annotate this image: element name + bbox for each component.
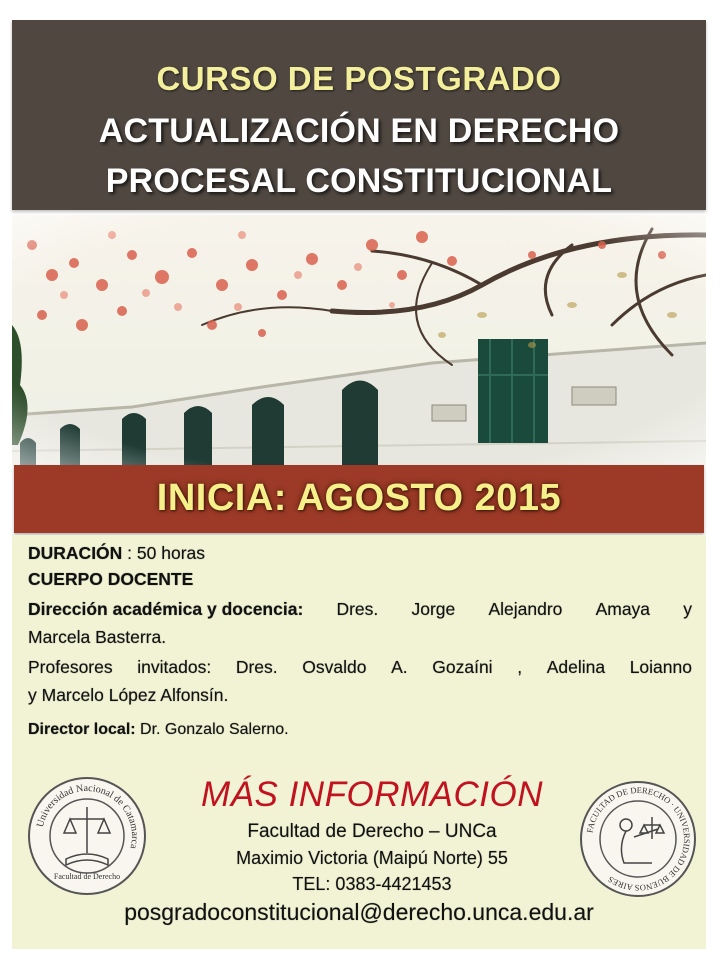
local-director-value: Dr. Gonzalo Salerno.	[135, 721, 289, 738]
guests-line-1	[28, 657, 692, 678]
more-info-heading: MÁS INFORMACIÓN	[201, 775, 543, 814]
course-title-line-1: ACTUALIZACIÓN EN DERECHO	[98, 112, 620, 150]
header-panel	[12, 20, 706, 210]
direction-word: Jorge	[411, 599, 456, 619]
course-title-line-2: PROCESAL CONSTITUCIONAL	[105, 162, 613, 200]
uba-seal-logo	[578, 777, 698, 901]
start-date-banner	[14, 465, 704, 533]
direction-word: y	[683, 599, 692, 619]
details-panel	[12, 535, 706, 949]
direction-word: Dres.	[336, 599, 379, 619]
start-date-text: INICIA: AGOSTO 2015	[156, 477, 562, 519]
institution-address: Maximio Victoria (Maipú Norte) 55	[236, 848, 508, 868]
guests-word: Osvaldo	[302, 657, 367, 677]
guests-line-2: y Marcelo López Alfonsín.	[28, 685, 229, 705]
direction-line-2: Marcela Basterra.	[28, 627, 167, 647]
guests-word: A.	[391, 657, 408, 677]
unca-seal-logo	[26, 775, 148, 897]
duration-value: : 50 horas	[122, 543, 206, 563]
faculty-heading: CUERPO DOCENTE	[28, 569, 194, 589]
guests-word: Loianno	[629, 657, 692, 677]
guests-word: Dres.	[235, 657, 278, 677]
direction-line-1	[28, 599, 692, 620]
duration-line	[28, 543, 692, 564]
duration-label: DURACIÓN	[28, 543, 123, 563]
course-type-heading: CURSO DE POSTGRADO	[156, 60, 562, 97]
svg-text:FACULTAD DE DERECHO · UNIVERSI: FACULTAD DE DERECHO · UNIVERSIDAD DE BUENOS AIRES	[584, 784, 693, 894]
local-director-line	[28, 721, 692, 739]
direction-word: Amaya	[595, 599, 651, 619]
direction-label: Dirección académica y docencia:	[28, 599, 304, 619]
guests-word: Adelina	[546, 657, 606, 677]
direction-word: Alejandro	[488, 599, 563, 619]
contact-email: posgradoconstitucional@derecho.unca.edu.ar	[124, 899, 594, 925]
institution-name: Facultad de Derecho – UNCa	[247, 821, 497, 842]
guests-word: invitados:	[137, 657, 212, 677]
guests-word: ,	[517, 657, 523, 677]
local-director-label: Director local:	[28, 721, 136, 738]
svg-text:Universidad Nacional de Catama: Universidad Nacional de Catamarca	[34, 782, 141, 850]
institution-phone: TEL: 0383-4421453	[292, 874, 452, 894]
svg-text:Facultad de Derecho: Facultad de Derecho	[53, 872, 121, 881]
guests-word: Profesores	[28, 657, 113, 677]
building-photo	[12, 215, 706, 467]
guests-word: Gozaíni	[432, 657, 493, 677]
